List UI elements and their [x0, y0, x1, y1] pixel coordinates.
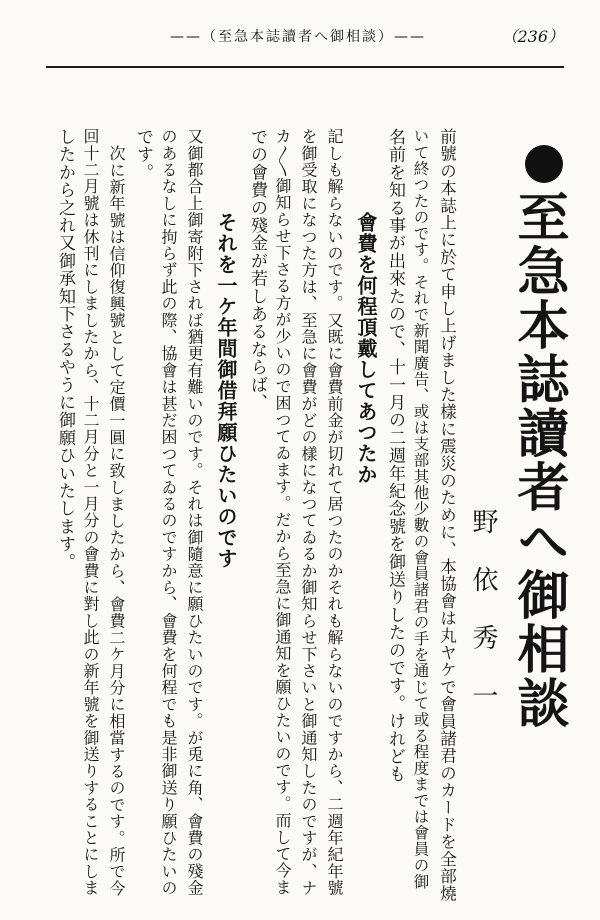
running-head: ——（至急本誌讀者へ御相談）——: [170, 29, 426, 45]
body-line: いて終つたのです。それで新聞廣告、或は支部其他少數の會員諸君の手を通じて或る程度までは會員の御: [411, 128, 430, 890]
body-line: 前號の本誌上に於て申し上げました樣に震災のために、本協會は丸ヤケで會員諸君のカードを全部燒: [437, 128, 457, 902]
page-header: [40, 18, 570, 52]
body-line: 記しも解らないのです。又既に會費前金が切れて居つたのかそれも解らないのですから、二週年紀年號: [325, 128, 344, 897]
body-line: カ〳〵御知らせ下さる方が少いので困つてゐます。だから至急に御通知を願ひたいのです。而して今ま: [273, 128, 292, 896]
body-line: のあるなしに拘らず此の際、協會は甚だ困つてゐるのですから、會費を何程でも是非御送り願ひたいの: [159, 128, 178, 897]
body-line: での會費の殘金が若しあるならば、: [247, 128, 267, 412]
subheading: それを一ケ年間御借拜願ひたいのです: [214, 212, 238, 569]
subheading: 會費を何程頂戴してあつたか: [354, 212, 378, 485]
body-line: です。: [133, 128, 153, 182]
article-title: 至急本誌讀者へ御相談: [508, 190, 568, 730]
bullet-icon: [525, 145, 563, 183]
header-rule: [46, 66, 564, 68]
article-author: 野依秀一: [468, 508, 498, 740]
body-line: 又御都合上御寄附下されば猶更有難いのです。それは御隨意に願ひたいのです。が兎に角、會費の殘金: [185, 128, 204, 897]
body-line: したから之れ又御承知下さるやうに御願ひいたします。: [55, 128, 75, 571]
page-number: （236）: [501, 27, 564, 46]
body-line: 回十二月號は休刊にしましたから、十二月分と一月分の會費に對し此の新年號を御送りすることにしま: [81, 128, 100, 897]
body-line: を御受取になつた方は、至急に會費がどの樣になつてゐるか御知らせ下さいと御通知したのですが、ナ: [299, 128, 318, 897]
body-line: 次に新年號は信仰復興號として定價一圓に致しましたから、會費二ケ月分に相當するのです。所で今: [107, 145, 126, 897]
body-line: 名前を知る事が出來たので、十一月の二週年紀念號を御送りしたのです。けれども: [385, 128, 405, 783]
